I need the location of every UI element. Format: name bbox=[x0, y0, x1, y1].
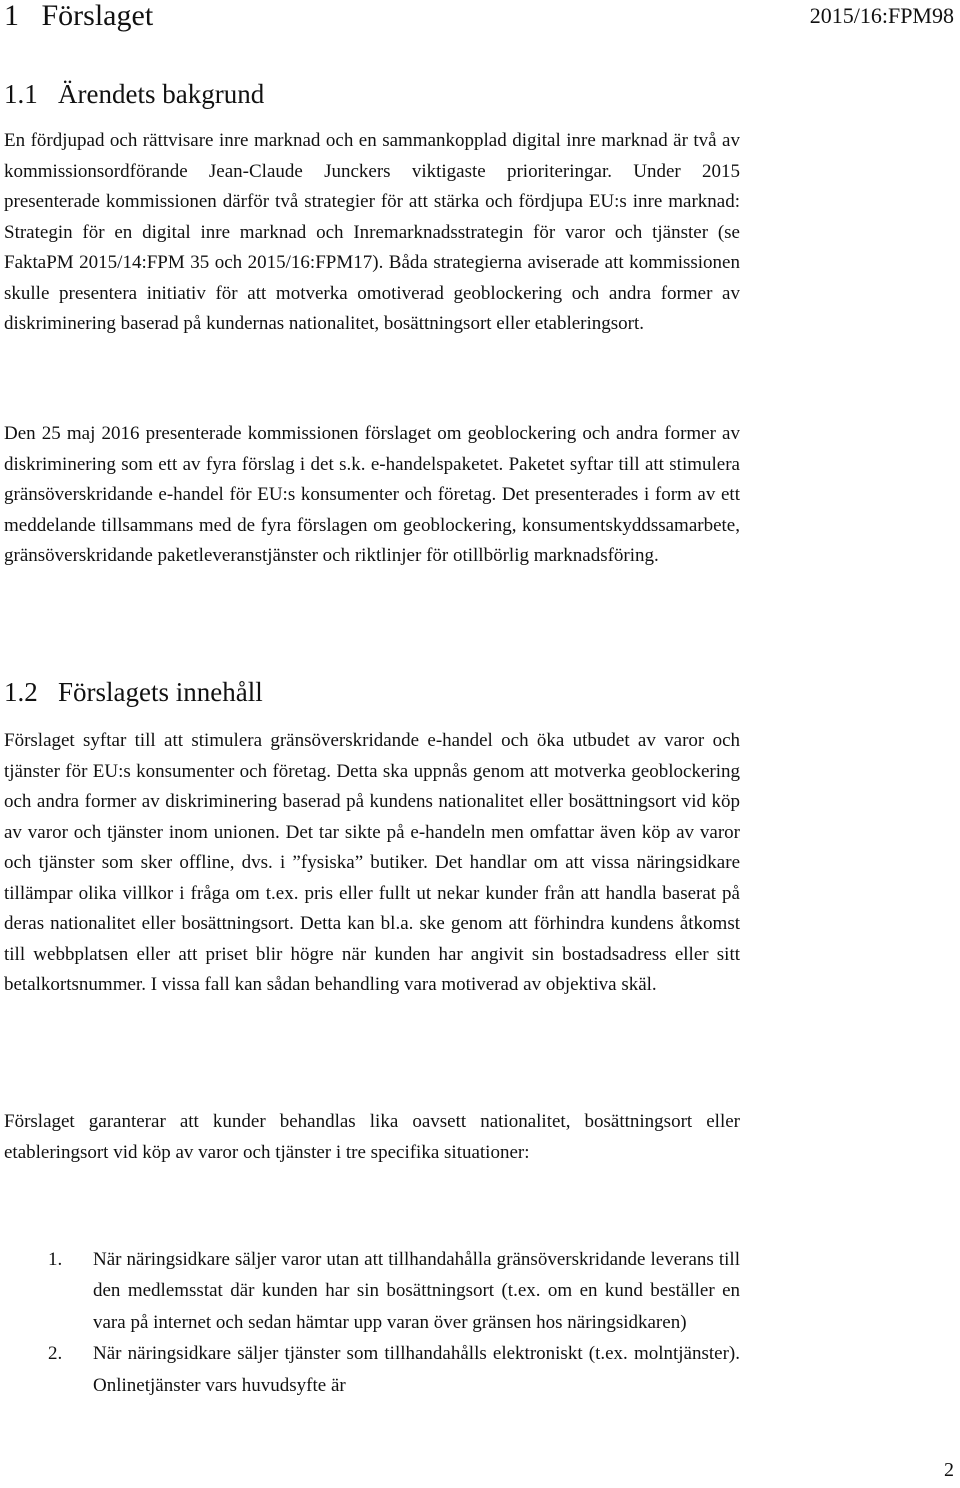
list-item-text: När näringsidkare säljer varor utan att tillhandahålla gränsöverskridande leverans till den medlemsstat där kunden har sin bosättningsort (t.ex. om en kund beställer en vara på internet och sedan hämtar upp varan över gränsen hos näringsidkaren) bbox=[93, 1249, 740, 1333]
chapter-title: 1 Förslaget bbox=[4, 0, 154, 32]
document-reference: 2015/16:FPM98 bbox=[809, 3, 954, 28]
paragraph-background-1: En fördjupad och rättvisare inre marknad och en sammankopplad digital inre marknad är två av kommissionsordförande Jean-Claude Junckers viktigaste prioriteringar. Under 2015 presenterade kommissionen därför två strategier för att stärka och fördjupa EU:s inre marknad: Strategin för en digital inre marknad och Inremarknadsstrategin för varor och tjänster (se FaktaPM 2015/14:FPM 35 och 2015/16:FPM17). Båda strategierna aviserade att kommissionen skulle presentera initiativ för att motverka omotiverad geoblockering och andra former av diskriminering baserad på kundernas nationalitet, bosättningsort eller etableringsort. bbox=[4, 130, 740, 334]
list-item bbox=[4, 1338, 740, 1401]
section-heading-background: 1.1 Ärendets bakgrund bbox=[4, 79, 265, 109]
paragraph-contents-1: Förslaget syftar till att stimulera gränsöverskridande e-handel och öka utbudet av varor och tjänster för EU:s konsumenter och företag. Detta ska uppnås genom att motverka geoblockering och andra former av diskriminering baserad på kundens nationalitet eller bosättningsort vid köp av varor och tjänster inom unionen. Det tar sikte på e-handeln men omfattar även köp av varor och tjänster som sker offline, dvs. i ”fysiska” butiker. Det handlar om att vissa näringsidkare tillämpar olika villkor i fråga om t.ex. pris eller fullt ut nekar kunder från att handla baserat på deras nationalitet eller bosättningsort. Detta kan bl.a. ske genom att förhindra kundens åtkomst till webbplatsen eller att priset blir högre när kunden har angivit sin bostadsadress eller sitt betalkortsnummer. I vissa fall kan sådan behandling vara motiverad av objektiva skäl. bbox=[4, 730, 740, 995]
list-item-number: 1. bbox=[48, 1249, 63, 1270]
list-item-text: När näringsidkare säljer tjänster som tillhandahålls elektroniskt (t.ex. molntjänster). Onlinetjänster vars huvudsyfte är bbox=[93, 1343, 740, 1396]
page-header bbox=[4, 0, 954, 36]
situations-list bbox=[4, 1244, 740, 1401]
page-number: 2 bbox=[944, 1459, 954, 1481]
paragraph-background-2: Den 25 maj 2016 presenterade kommissionen förslaget om geoblockering och andra former av diskriminering som ett av fyra förslag i det s.k. e-handelspaketet. Paketet syftar till att stimulera gränsöverskridande e-handel för EU:s konsumenter och företag. Det presenterades i form av ett meddelande tillsammans med de fyra förslagen om geoblockering, konsumentskyddssamarbete, gränsöverskridande paketleveranstjänster och riktlinjer för otillbörlig marknadsföring. bbox=[4, 423, 740, 566]
list-item bbox=[4, 1244, 740, 1338]
paragraph-contents-2: Förslaget garanterar att kunder behandlas lika oavsett nationalitet, bosättningsort eller etableringsort vid köp av varor och tjänster i tre specifika situationer: bbox=[4, 1111, 740, 1163]
section-heading-contents: 1.2 Förslagets innehåll bbox=[4, 677, 263, 707]
list-item-number: 2. bbox=[48, 1343, 63, 1365]
